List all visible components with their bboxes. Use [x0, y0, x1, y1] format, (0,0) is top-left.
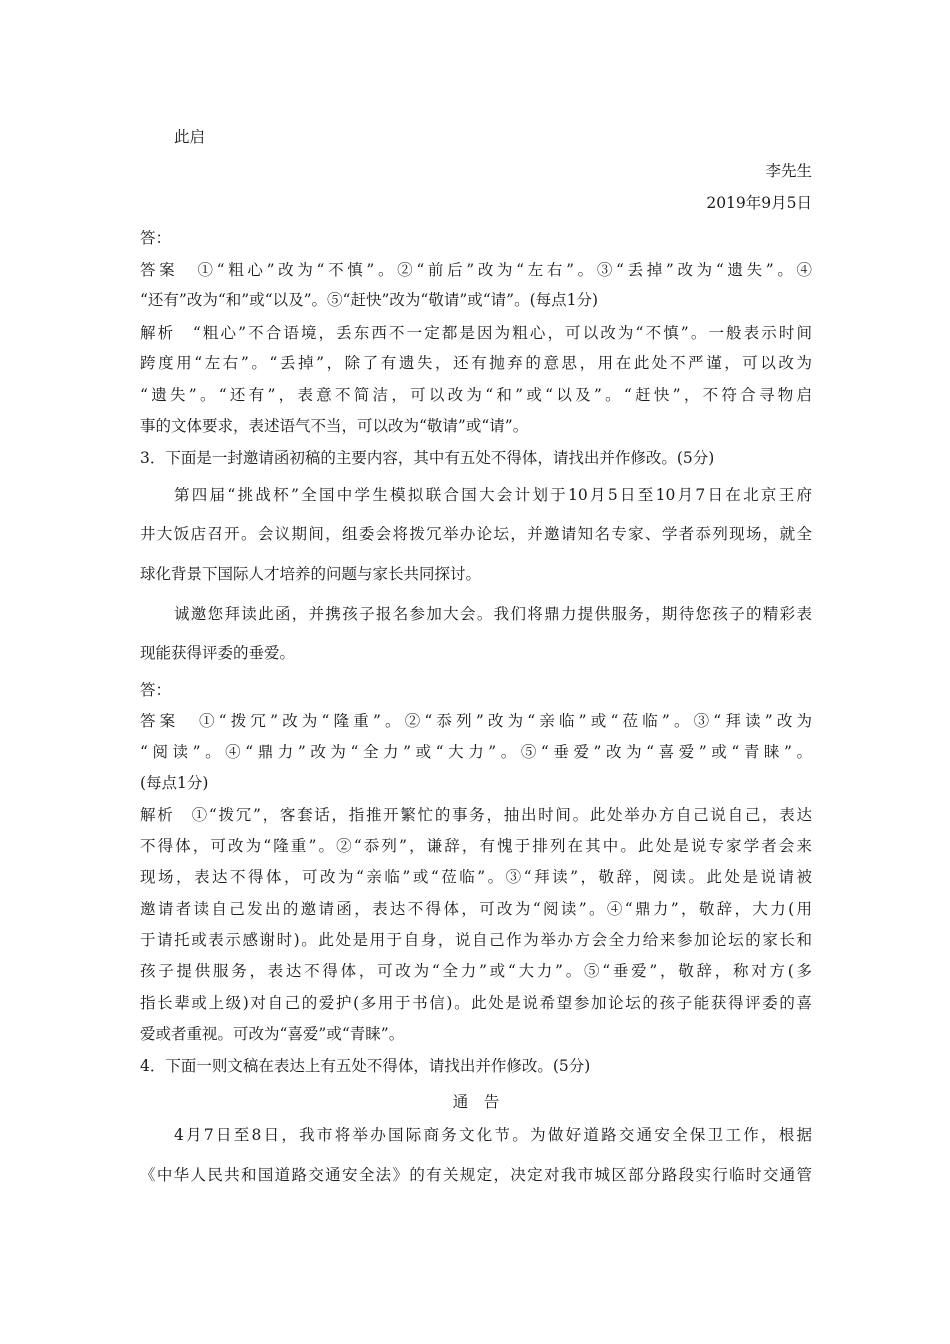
analysis-line: 指长辈或上级)对自己的爱护(多用于书信)。此处是说希望参加论坛的孩子能获得评委的喜	[140, 994, 812, 1012]
letter-signer: 李先生	[765, 162, 812, 180]
analysis-line: 不得体，可改为“隆重”。②“忝列”，谦辞，有愧于排列在其中。此处是说专家学者会来	[140, 837, 812, 855]
passage-line: 球化背景下国际人才培养的问题与家长共同探讨。	[140, 565, 482, 583]
analysis-line: 解析 “粗心”不合语境，丢东西不一定都是因为粗心，可以改为“不慎”。一般表示时间	[140, 324, 812, 342]
passage-line: 第四届“挑战杯”全国中学生模拟联合国大会计划于10月5日至10月7日在北京王府	[174, 486, 812, 504]
answer-prompt: 答：	[140, 229, 172, 247]
passage-line: 现能获得评委的垂爱。	[140, 644, 296, 662]
analysis-line: 孩子提供服务，表达不得体，可改为“全力”或“大力”。⑤“垂爱”，敬辞，称对方(多	[140, 962, 812, 980]
answer-prompt: 答：	[140, 681, 172, 699]
answer-line: “还有”改为“和”或“以及”。⑤“赶快”改为“敬请”或“请”。(每点1分)	[140, 291, 599, 309]
answer-line: (每点1分)	[140, 774, 209, 792]
passage-line: 《中华人民共和国道路交通安全法》的有关规定，决定对我市城区部分路段实行临时交通管	[140, 1166, 812, 1184]
analysis-line: 解析 ①“拨冗”，客套话，指推开繁忙的事务，抽出时间。此处举办方自己说自己，表达	[140, 806, 812, 824]
notice-title: 通 告	[452, 1093, 500, 1111]
analysis-line: 跨度用“左右”。“丢掉”，除了有遗失，还有抛弃的意思，用在此处不严谨，可以改为	[140, 354, 812, 372]
answer-line: 答案 ①“拨冗”改为“隆重”。②“忝列”改为“亲临”或“莅临”。③“拜读”改为	[140, 712, 812, 730]
question-3: 3．下面是一封邀请函初稿的主要内容，其中有五处不得体，请找出并作修改。(5分)	[140, 449, 715, 467]
analysis-line: 爱或者重视。可改为“喜爱”或“青睐”。	[140, 1025, 405, 1043]
letter-date: 2019年9月5日	[706, 194, 812, 212]
letter-closing: 此启	[174, 128, 206, 146]
passage-line: 井大饭店召开。会议期间，组委会将拨冗举办论坛，并邀请知名专家、学者忝列现场，就全	[140, 525, 812, 543]
question-4: 4．下面一则文稿在表达上有五处不得体，请找出并作修改。(5分)	[140, 1057, 591, 1075]
analysis-line: 于请托或表示感谢时)。此处是用于自身，说自己作为举办方会全力给来参加论坛的家长和	[140, 931, 812, 949]
passage-line: 4月7日至8日，我市将举办国际商务文化节。为做好道路交通安全保卫工作，根据	[174, 1126, 812, 1144]
analysis-line: 邀请者读自己发出的邀请函，表达不得体，可改为“阅读”。④“鼎力”，敬辞，大力(用	[140, 900, 812, 918]
answer-line: 答案 ①“粗心”改为“不慎”。②“前后”改为“左右”。③“丢掉”改为“遗失”。④	[140, 261, 812, 279]
analysis-line: 事的文体要求，表述语气不当，可以改为“敬请”或“请”。	[140, 417, 529, 435]
analysis-line: 现场，表达不得体，可改为“亲临”或“莅临”。③“拜读”，敬辞，阅读。此处是说请被	[140, 868, 812, 886]
passage-line: 诚邀您拜读此函，并携孩子报名参加大会。我们将鼎力提供服务，期待您孩子的精彩表	[174, 605, 812, 623]
analysis-line: “遗失”。“还有”，表意不简洁，可以改为“和”或“以及”。“赶快”，不符合寻物启	[140, 386, 812, 404]
answer-line: “阅读”。④“鼎力”改为“全力”或“大力”。⑤“垂爱”改为“喜爱”或“青睐”。	[140, 743, 812, 761]
